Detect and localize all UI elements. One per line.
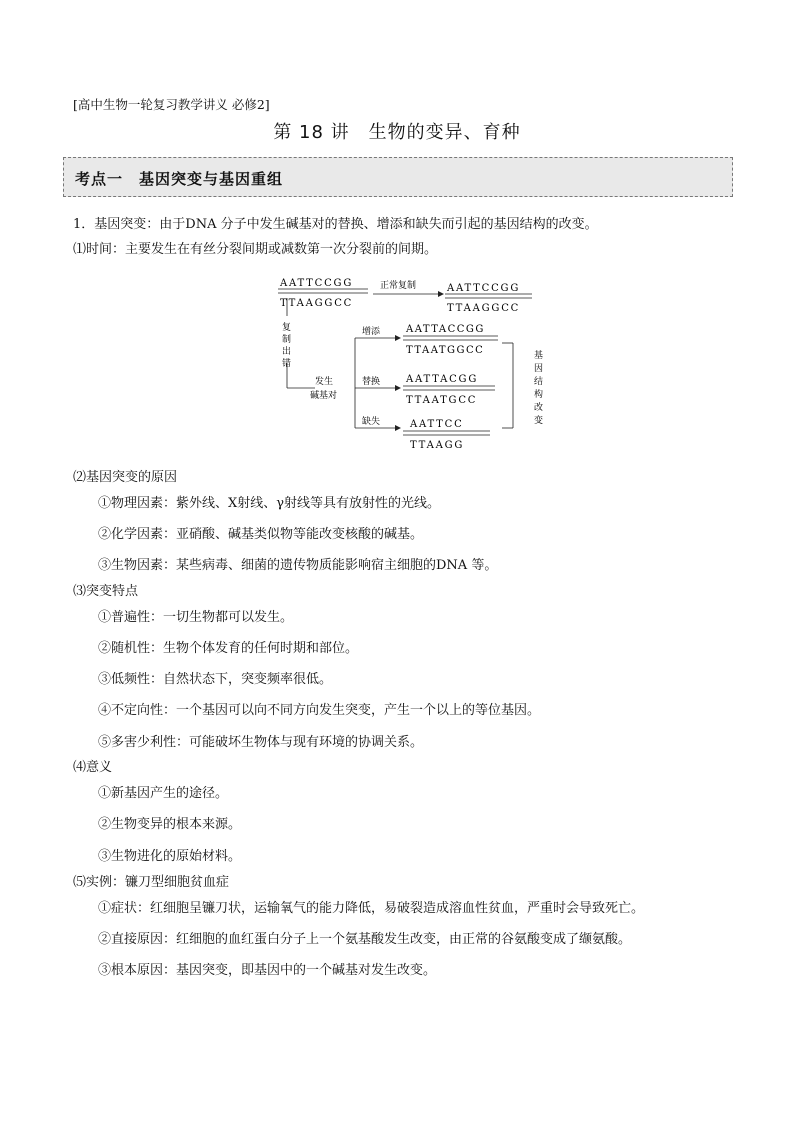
- result-char-2: 因: [534, 364, 544, 374]
- result-char-6: 变: [534, 416, 544, 426]
- normal-top-strand: AATTCCGG: [447, 283, 521, 294]
- significance-3: ③生物进化的原始材料。: [98, 849, 242, 864]
- example-symptom: ①症状：红细胞呈镰刀状，运输氧气的能力降低，易破裂造成溶血性贫血，严重时会导致死亡。: [98, 901, 645, 916]
- feature-non-directional: ④不定向性：一个基因可以向不同方向发生突变，产生一个以上的等位基因。: [98, 703, 541, 718]
- page-title: 第 18 讲 生物的变异、育种: [273, 122, 521, 143]
- error-char-4: 错: [282, 359, 292, 369]
- normal-replication-label: 正常复制: [380, 281, 417, 291]
- addition-label: 增添: [362, 327, 381, 337]
- feature-mostly-harmful: ⑤多害少利性：可能破坏生物体与现有环境的协调关系。: [98, 735, 424, 750]
- gene-mutation-definition: 1．基因突变：由于DNA 分子中发生碱基对的替换、增添和缺失而引起的基因结构的改变。: [73, 217, 598, 232]
- normal-bottom-strand: TTAAGGCC: [447, 303, 521, 314]
- cause-chemical: ②化学因素：亚硝酸、碱基类似物等能改变核酸的碱基。: [98, 527, 424, 542]
- result-char-3: 结: [534, 377, 544, 387]
- mutation-diagram: [270, 268, 570, 458]
- addition-top-strand: AATTACCGG: [406, 324, 485, 335]
- change-label-1: 发生: [315, 377, 334, 387]
- example-direct-cause: ②直接原因：红细胞的血红蛋白分子上一个氨基酸发生改变，由正常的谷氨酸变成了缬氨酸。: [98, 932, 632, 947]
- result-char-4: 构: [534, 390, 544, 400]
- result-char-1: 基: [534, 351, 544, 361]
- result-char-5: 改: [534, 403, 544, 413]
- substitution-bottom-strand: TTAATGCC: [406, 395, 478, 406]
- feature-low-frequency: ③低频性：自然状态下，突变频率很低。: [98, 672, 333, 687]
- substitution-label: 替换: [362, 377, 381, 387]
- series-tag: [高中生物一轮复习教学讲义 必修2]: [73, 97, 270, 112]
- mutation-time: ⑴时间：主要发生在有丝分裂间期或减数第一次分裂前的间期。: [73, 242, 438, 257]
- feature-randomness: ②随机性：生物个体发育的任何时期和部位。: [98, 641, 359, 656]
- feature-universality: ①普遍性：一切生物都可以发生。: [98, 610, 294, 625]
- deletion-bottom-strand: TTAAGG: [410, 440, 465, 451]
- error-char-1: 复: [282, 323, 292, 333]
- example-root-cause: ③根本原因：基因突变，即基因中的一个碱基对发生改变。: [98, 963, 437, 978]
- original-bottom-strand: TTAAGGCC: [280, 298, 354, 309]
- original-top-strand: AATTCCGG: [280, 278, 354, 289]
- deletion-label: 缺失: [362, 417, 381, 427]
- error-char-3: 出: [282, 347, 292, 357]
- example-heading: ⑸实例：镰刀型细胞贫血症: [73, 875, 230, 890]
- cause-physical: ①物理因素：紫外线、X射线、γ射线等具有放射性的光线。: [98, 496, 441, 511]
- substitution-top-strand: AATTACGG: [406, 374, 479, 385]
- features-heading: ⑶突变特点: [73, 584, 139, 599]
- section-title: 考点一 基因突变与基因重组: [75, 170, 284, 188]
- significance-2: ②生物变异的根本来源。: [98, 817, 242, 832]
- addition-bottom-strand: TTAATGGCC: [406, 345, 485, 356]
- significance-1: ①新基因产生的途径。: [98, 786, 229, 801]
- error-char-2: 制: [282, 335, 292, 345]
- significance-heading: ⑷意义: [73, 760, 113, 775]
- change-label-2: 碱基对: [310, 391, 338, 401]
- causes-heading: ⑵基因突变的原因: [73, 470, 178, 485]
- deletion-top-strand: AATTCC: [410, 419, 464, 430]
- cause-biological: ③生物因素：某些病毒、细菌的遗传物质能影响宿主细胞的DNA 等。: [98, 558, 498, 573]
